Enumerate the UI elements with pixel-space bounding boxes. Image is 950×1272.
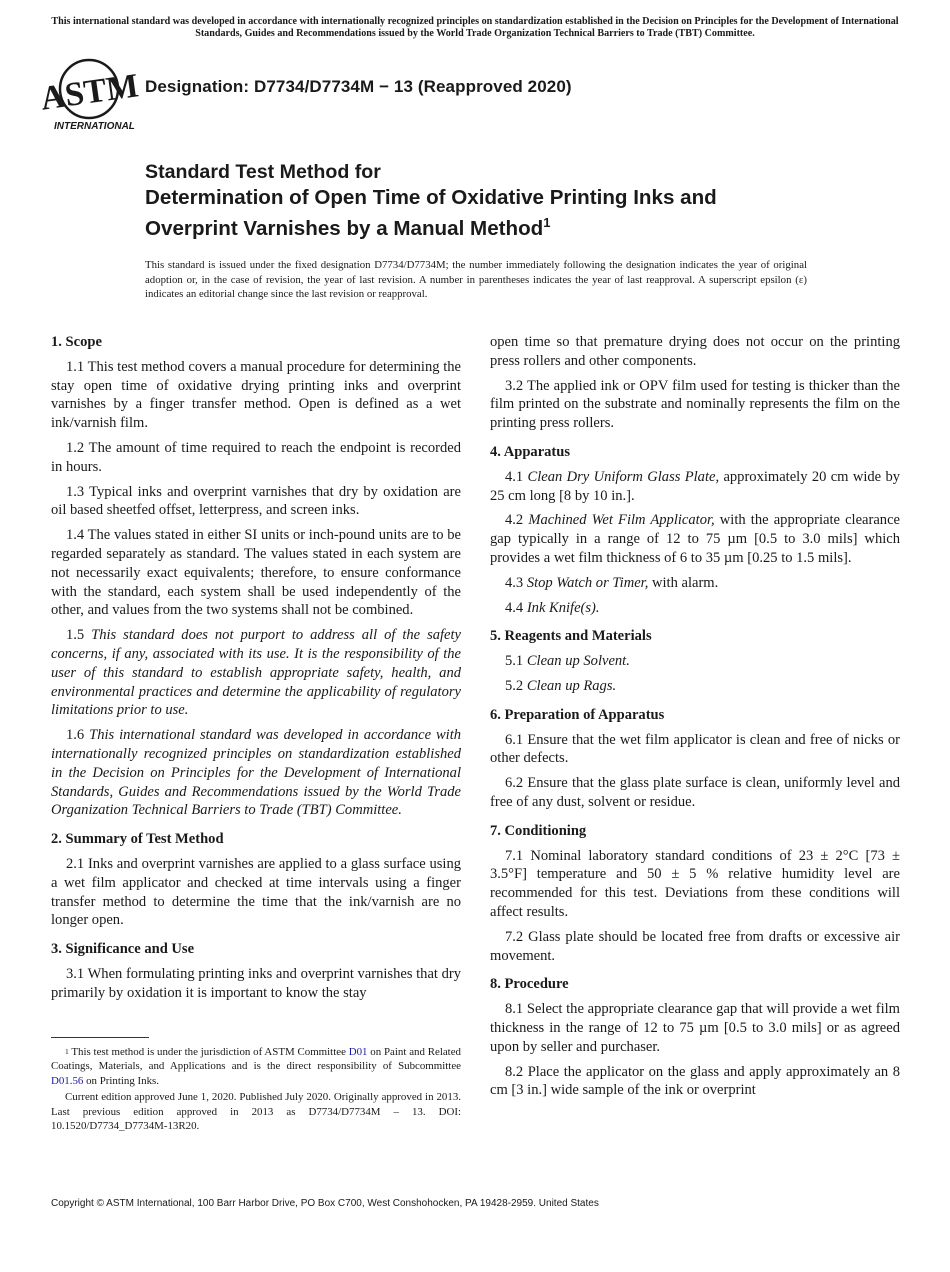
paragraph-6-2: 6.2 Ensure that the glass plate surface is clean, uniformly level and free of any dust, solvent or residue.	[490, 775, 900, 810]
top-notice: This international standard was developed in accordance with internationally recognized principles on standardization established in the Decision on Principles for the Development of International Standards, Guides and Recommendations issued by the World Trade Organization Technical Barriers to Trade (TBT) Committee.	[51, 16, 899, 39]
section-heading-preparation: 6. Preparation of Apparatus	[490, 706, 665, 723]
paragraph-3-1: 3.1 When formulating printing inks and overprint varnishes that dry primarily by oxidation it is important to know the stay	[51, 965, 461, 1001]
section-heading-procedure: 8. Procedure	[490, 976, 569, 993]
title-line-2: Determination of Open Time of Oxidative Printing Inks and	[145, 186, 717, 209]
paragraph-1-2: 1.2 The amount of time required to reach the endpoint is recorded in hours.	[51, 439, 461, 475]
svg-text:ASTM: ASTM	[38, 67, 141, 118]
title-line-1: Standard Test Method for	[145, 161, 381, 183]
document-title	[145, 160, 717, 241]
paragraph-3-2: 3.2 The applied ink or OPV film used for testing is thicker than the film printed on the substrate and nominally represents the film on the printing press rollers.	[490, 377, 900, 432]
paragraph-5-1: 5.1 Clean up Solvent.	[505, 653, 630, 670]
paragraph-1-3: 1.3 Typical inks and overprint varnishes that dry by oxidation are oil based sheetfed offset, letterpress, and screen inks.	[51, 483, 461, 519]
paragraph-7-2: 7.2 Glass plate should be located free from drafts or excessive air movement.	[490, 928, 900, 964]
section-heading-reagents: 5. Reagents and Materials	[490, 628, 652, 645]
subcommittee-link[interactable]: D01.56	[51, 1074, 84, 1087]
paragraph-4-3: 4.3 Stop Watch or Timer, with alarm.	[505, 574, 719, 591]
paragraph-1-1: 1.1 This test method covers a manual procedure for determining the stay open time of oxidative drying printing inks and overprint varnishes by a finger transfer method. Open is defined as a wet ink/varnish film.	[51, 358, 461, 432]
right-column	[490, 333, 900, 1106]
paragraph-4-4: 4.4 Ink Knife(s).	[505, 599, 600, 616]
paragraph-5-2: 5.2 Clean up Rags.	[505, 677, 617, 694]
paragraph-8-1: 8.1 Select the appropriate clearance gap that will provide a wet film thickness in the range of 12 to 75 µm [0.5 to 3.0 mils] or as agreed upon by seller and purchaser.	[490, 1001, 900, 1055]
issue-note: This standard is issued under the fixed designation D7734/D7734M; the number immediately following the designation indicates the year of original adoption or, in the case of revision, the year of last revision. A number in parentheses indicates the year of last reapproval. A superscript epsilon (ε) indicates an editorial change since the last revision or reapproval.	[145, 259, 807, 301]
designation: Designation: D7734/D7734M − 13 (Reapproved 2020)	[145, 77, 572, 96]
title-footnote-mark: 1	[543, 215, 551, 230]
paragraph-1-6: 1.6 This international standard was developed in accordance with internationally recognized principles on standardization established in the Decision on Principles for the Development of International Standards, Guides and Recommendations issued by the World Trade Organization Technical Barriers to Trade (TBT) Committee.	[51, 727, 462, 819]
section-heading-significance: 3. Significance and Use	[51, 941, 195, 958]
paragraph-1-4: 1.4 The values stated in either SI units or inch-pound units are to be regarded separately as standard. The values stated in each system are not necessarily exact equivalents; therefore, to ensure conformance with the standard, each system shall be used independently of the other, and values from the two systems shall not be combined.	[51, 527, 461, 619]
copyright-footer: Copyright © ASTM International, 100 Barr Harbor Drive, PO Box C700, West Conshohocken, PA 19428-2959. United States	[51, 1198, 599, 1209]
section-heading-scope: 1. Scope	[51, 334, 102, 350]
paragraph-1-5: 1.5 This standard does not purport to address all of the safety concerns, if any, associated with its use. It is the responsibility of the user of this standard to establish appropriate safety, health, and environmental practices and determine the applicability of regulatory limitations prior to use.	[51, 627, 461, 719]
paragraph-3-1-continued: open time so that premature drying does not occur on the printing press rollers and other components.	[490, 334, 900, 369]
title-line-3: Overprint Varnishes by a Manual Method$^1$	[145, 215, 551, 240]
section-heading-summary: 2. Summary of Test Method	[51, 831, 224, 848]
paragraph-2-1: 2.1 Inks and overprint varnishes are applied to a glass surface using a wet film applicator and checked at time intervals using a finger transfer method to determine the time that the ink/varnish are no longer open.	[51, 855, 461, 929]
paragraph-7-1: 7.1 Nominal laboratory standard conditions of 23 ± 2°C [73 ± 3.5°F] temperature and 50 ± 5 % relative humidity level are recommended for this test. Deviations from these conditions will affect results.	[490, 847, 900, 920]
svg-text:INTERNATIONAL: INTERNATIONAL	[54, 121, 135, 132]
footnotes	[51, 1045, 461, 1135]
paragraph-6-1: 6.1 Ensure that the wet film applicator is clean and free of nicks or other defects.	[490, 731, 900, 767]
left-column	[51, 333, 461, 1009]
astm-logo	[38, 57, 141, 133]
committee-link[interactable]: D01	[348, 1046, 368, 1058]
paragraph-8-2: 8.2 Place the applicator on the glass and apply approximately an 8 cm [3 in.] wide sample of the ink or overprint	[490, 1063, 900, 1099]
section-heading-apparatus: 4. Apparatus	[490, 443, 571, 460]
footnote-divider	[51, 1037, 149, 1038]
section-heading-conditioning: 7. Conditioning	[490, 822, 587, 839]
footnote-2: Current edition approved June 1, 2020. Published July 2020. Originally approved in 2013. Last previous edition approved in 2013 as D7734/D7734M – 13. DOI: 10.1520/D7734_D7734M-13R20.	[51, 1091, 461, 1133]
paragraph-4-1: 4.1 Clean Dry Uniform Glass Plate, approximately 20 cm wide by 25 cm long [8 by 10 in.].	[490, 468, 901, 504]
footnote-1: $^1$ This test method is under the jurisdiction of ASTM Committee D01 on Paint and Related Coatings, Materials, and Applications and is the direct responsibility of Subcommittee D01.56 on Printing Inks.	[51, 1046, 461, 1087]
paragraph-4-2: 4.2 Machined Wet Film Applicator, with the appropriate clearance gap typically in a range of 12 to 75 µm [0.5 to 3.0 mils] which provides a wet film thickness of 6 to 35 µm [0.25 to 1.5 mils].	[490, 512, 900, 566]
